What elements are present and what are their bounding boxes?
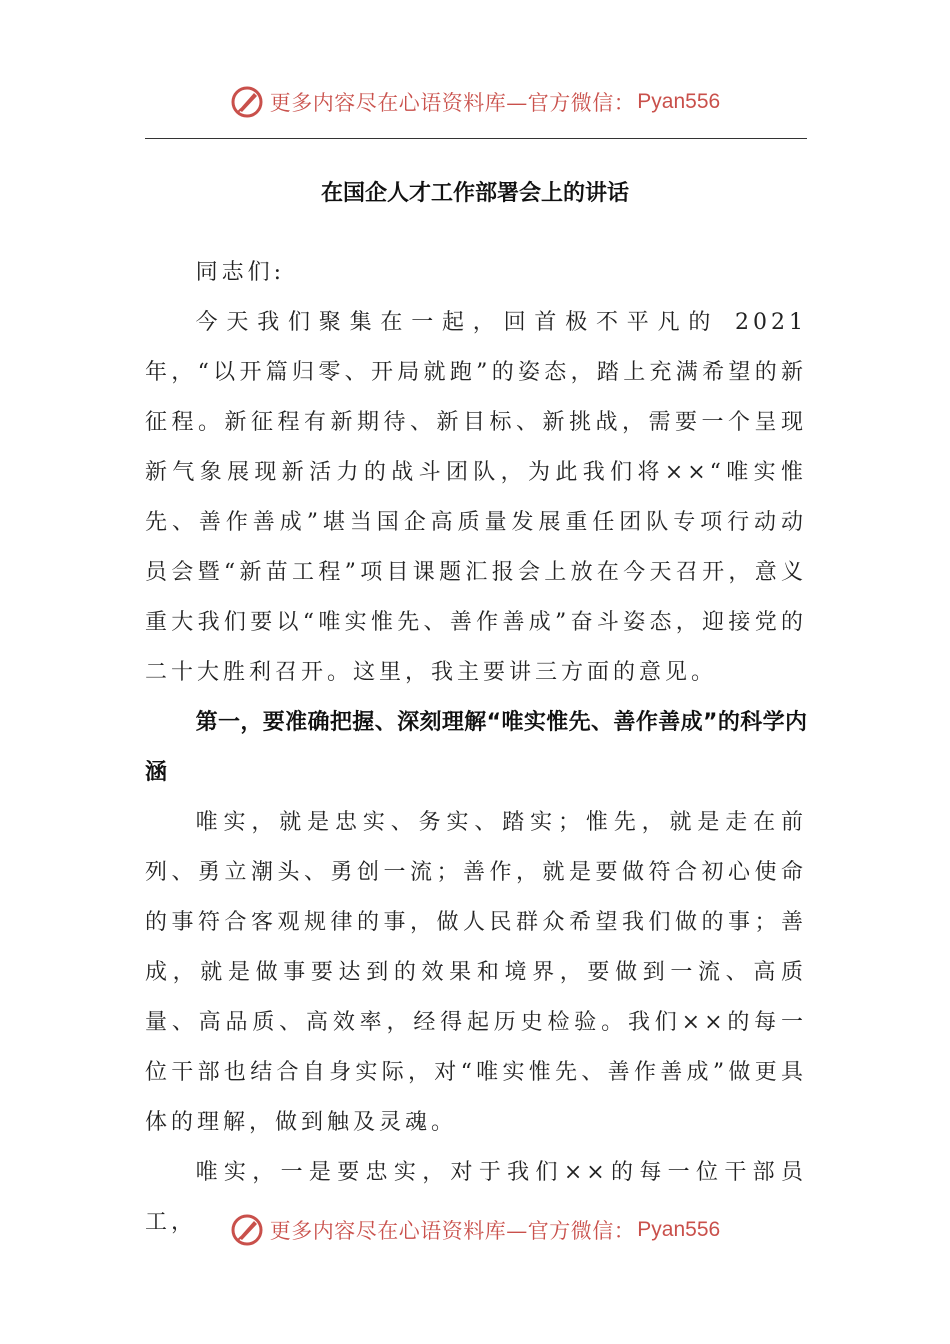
- footer-banner: [0, 1210, 950, 1250]
- document-body: [145, 248, 807, 1248]
- header-banner: [0, 82, 950, 122]
- salutation: 同志们:: [195, 260, 286, 285]
- quill-pen-logo-icon: [230, 1213, 264, 1247]
- section-heading: 第一，要准确把握、深刻理解“唯实惟先、善作善成”的科学内涵: [145, 710, 807, 785]
- body-paragraph: 今天我们聚集在一起，回首极不平凡的 2021 年，“以开篇归零、开局就跑”的姿态，踏上充满希望的新征程。新征程有新期待、新目标、新挑战，需要一个呈现新气象展现新活力的战斗团队，为此我们将××“唯实惟先、善作善成”堪当国企高质量发展重任团队专项行动动员会暨“新苗工程”项目课题汇报会上放在今天召开，意义重大我们要以“唯实惟先、善作善成”奋斗姿态，迎接党的二十大胜利召开。这里，我主要讲三方面的意见。: [145, 310, 807, 685]
- document-title: 在国企人才工作部署会上的讲话: [320, 181, 629, 206]
- banner-text: 更多内容尽在心语资料库—官方微信：: [269, 1219, 636, 1243]
- banner-handle: Pyan556: [637, 90, 721, 113]
- body-paragraph: 唯实，就是忠实、务实、踏实；惟先，就是走在前列、勇立潮头、勇创一流；善作，就是要做符合初心使命的事符合客观规律的事，做人民群众希望我们做的事；善成，就是做事要达到的效果和境界，要做到一流、高质量、高品质、高效率，经得起历史检验。我们××的每一位干部也结合自身实际，对“唯实惟先、善作善成”做更具体的理解，做到触及灵魂。: [145, 810, 807, 1135]
- body-paragraph: 唯实，一是要忠实，对于我们××的每一位干部员工，: [145, 1160, 807, 1235]
- banner-handle: Pyan556: [637, 1218, 721, 1241]
- header-divider: [145, 138, 807, 139]
- banner-text: 更多内容尽在心语资料库—官方微信：: [269, 91, 636, 115]
- quill-pen-logo-icon: [230, 85, 264, 119]
